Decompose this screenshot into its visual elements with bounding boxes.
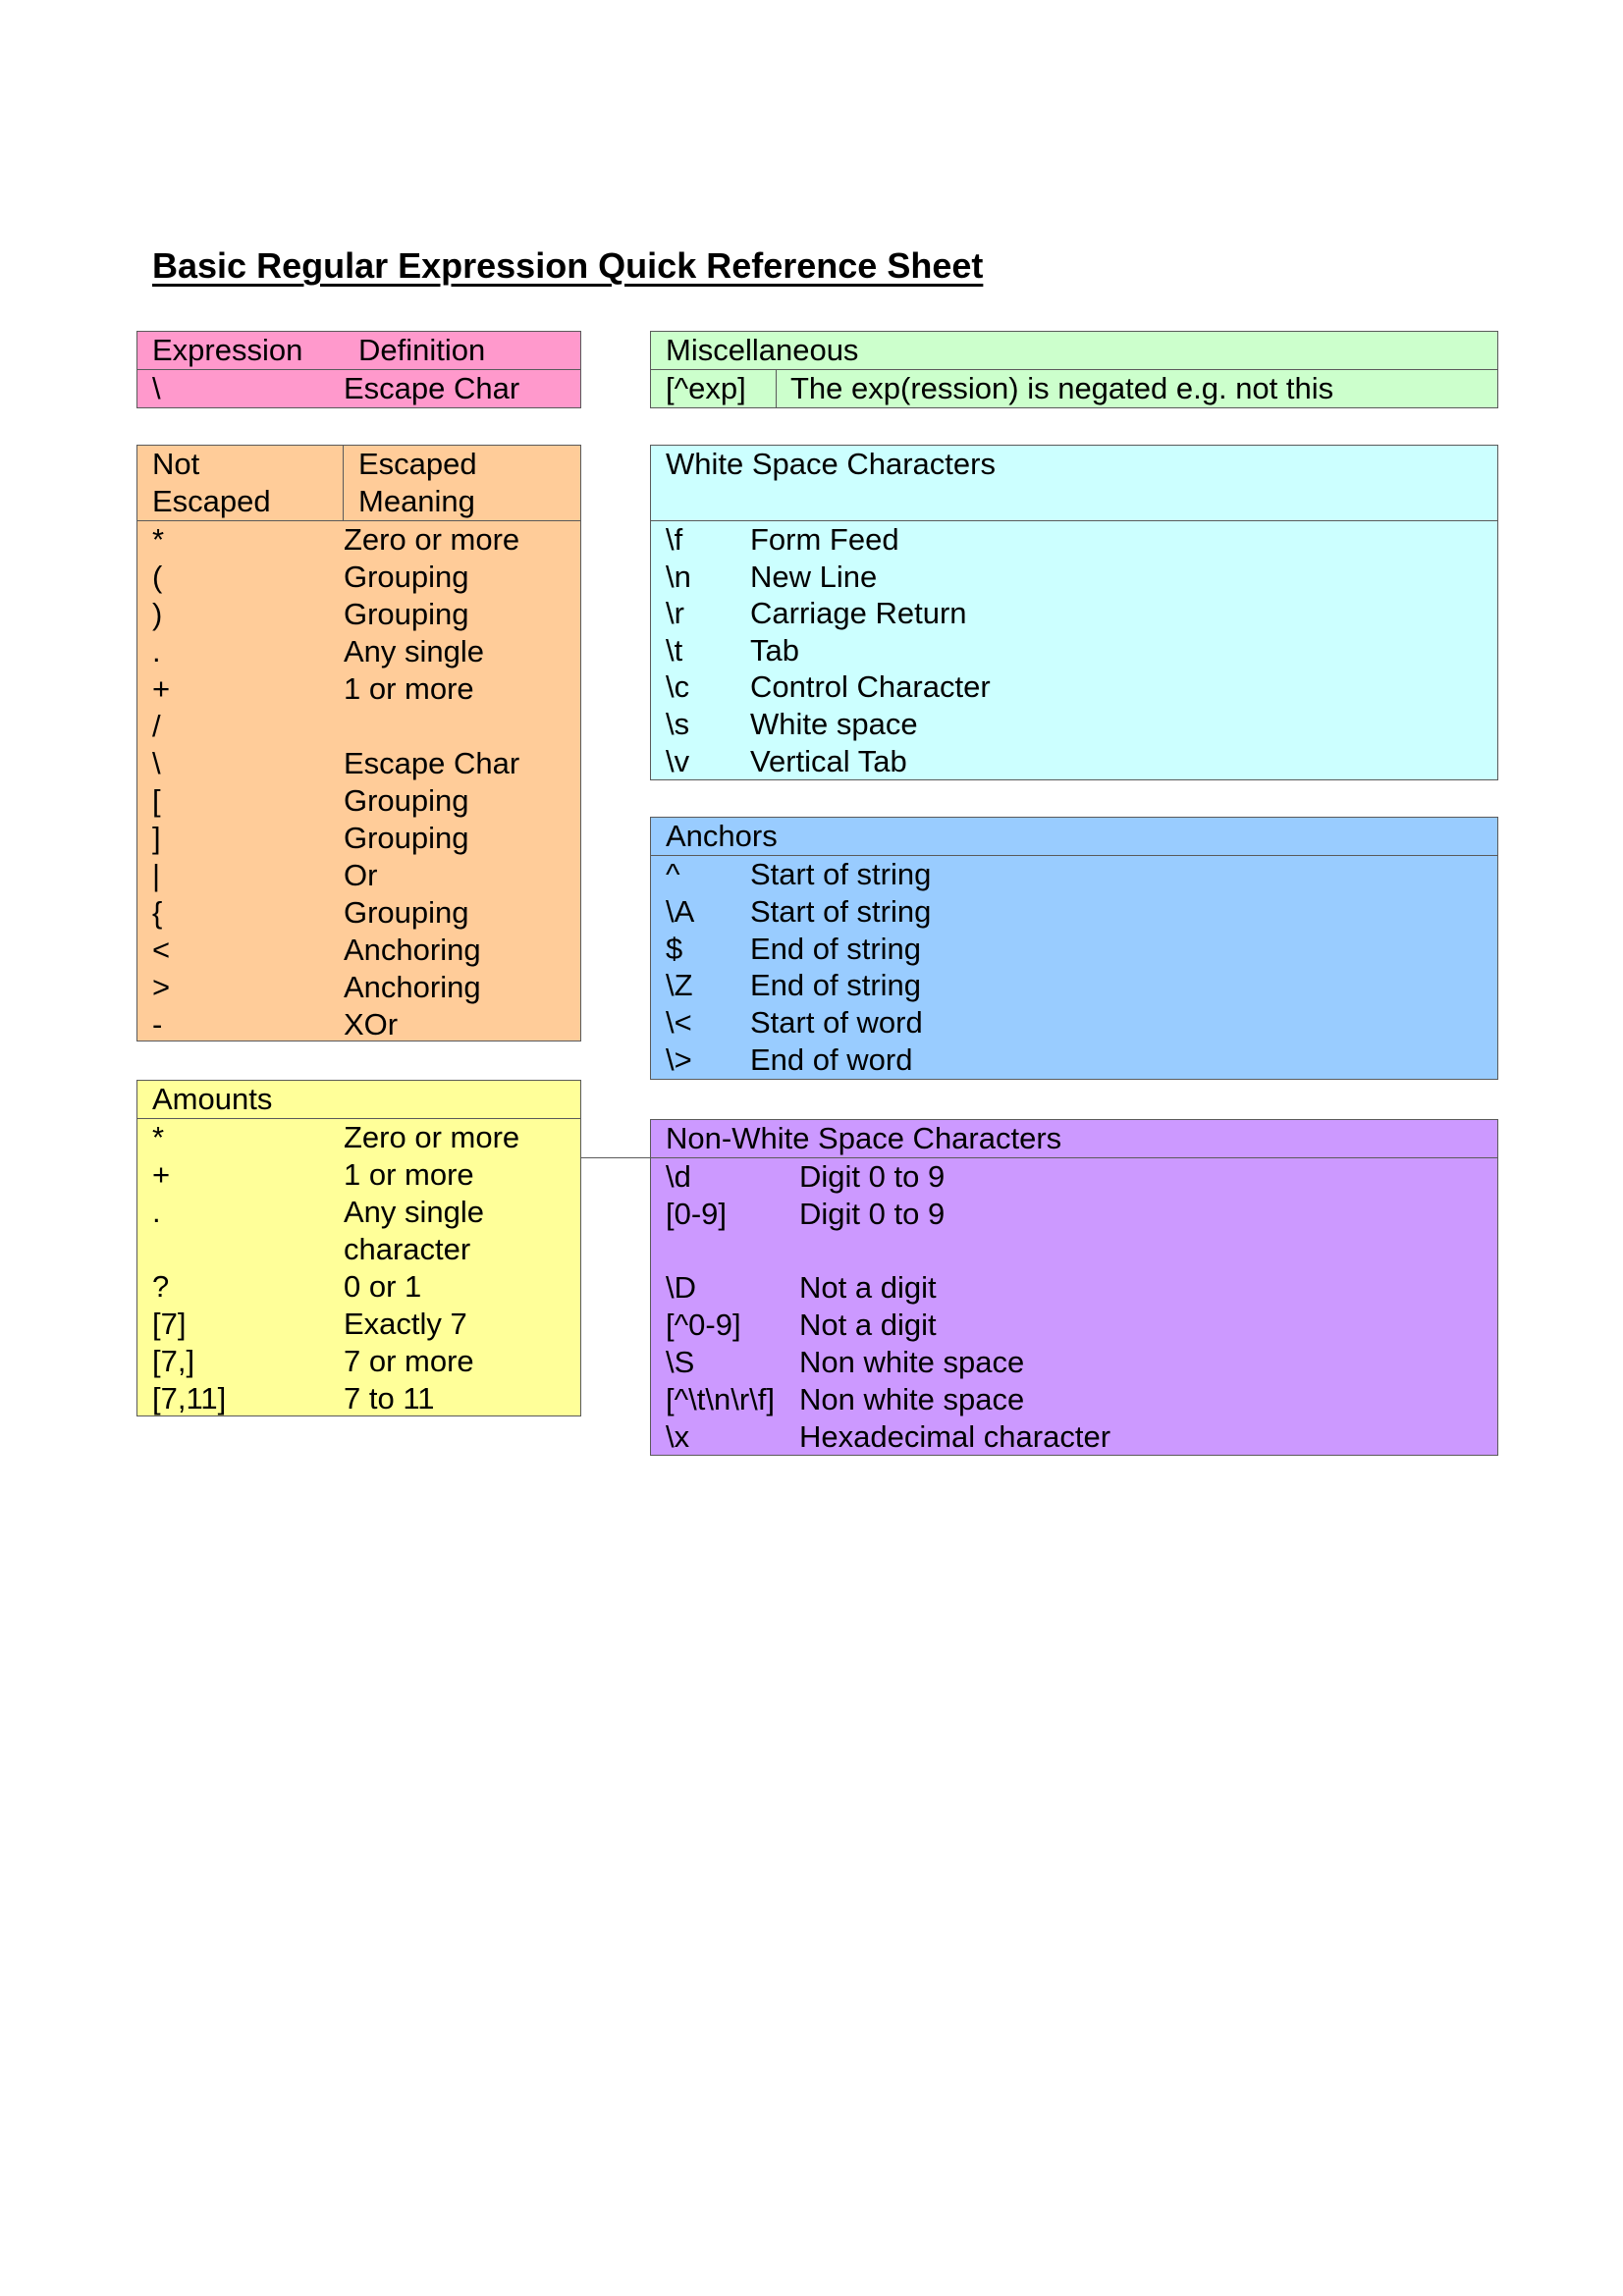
escaped-meaning-header-line1: Escaped xyxy=(358,447,477,481)
not-escaped-header-line2: Escaped xyxy=(152,484,271,518)
not-escaped-table xyxy=(136,445,581,1041)
table-row xyxy=(137,1119,580,1156)
table-row xyxy=(651,743,1497,780)
table-row xyxy=(651,1269,1497,1307)
expression-cell: \S xyxy=(666,1344,695,1379)
expression-cell: \Z xyxy=(666,968,693,1003)
definition-cell: Not a digit xyxy=(799,1308,937,1343)
table-row xyxy=(137,559,580,596)
expression-cell: \> xyxy=(666,1041,692,1077)
table-row xyxy=(651,893,1497,931)
table-row xyxy=(651,856,1497,893)
table-row xyxy=(651,1418,1497,1456)
expression-cell: [^\t\n\r\f] xyxy=(666,1381,776,1416)
table-row xyxy=(651,1196,1497,1233)
expression-cell: \< xyxy=(666,1005,692,1041)
expression-cell: [ xyxy=(152,783,161,818)
table-row xyxy=(137,782,580,820)
connector-line xyxy=(580,1157,652,1158)
not-escaped-column-header xyxy=(137,446,344,520)
expression-cell: ? xyxy=(152,1269,170,1304)
definition-cell: Form Feed xyxy=(750,522,899,557)
table-row xyxy=(137,633,580,670)
amounts-rows xyxy=(137,1119,580,1417)
table-row xyxy=(137,1156,580,1194)
definition-cell: Zero or more xyxy=(344,522,520,557)
expression-cell: . xyxy=(152,1195,161,1229)
expression-cell xyxy=(651,1233,799,1270)
table-row xyxy=(137,894,580,932)
table-row xyxy=(137,596,580,633)
definition-cell: Tab xyxy=(750,632,799,667)
expression-cell: > xyxy=(152,970,171,1004)
amounts-header: Amounts xyxy=(137,1081,580,1119)
expression-cell: / xyxy=(152,709,161,743)
expression-cell: \A xyxy=(666,893,695,929)
table-row xyxy=(137,1006,580,1043)
table-row xyxy=(651,706,1497,743)
definition-cell: End of string xyxy=(750,968,922,1003)
table-row xyxy=(651,1344,1497,1381)
expression-cell: < xyxy=(152,933,171,967)
expression-cell: { xyxy=(152,895,163,930)
definition-cell: New Line xyxy=(750,559,878,594)
expression-cell: ( xyxy=(152,560,163,594)
definition-cell: End of word xyxy=(750,1041,913,1077)
amounts-table xyxy=(136,1080,581,1416)
table-row xyxy=(137,521,580,559)
non-white-space-rows xyxy=(651,1158,1497,1455)
table-row xyxy=(137,857,580,894)
table-row xyxy=(651,370,1497,407)
expression-cell: ] xyxy=(152,821,161,855)
escape-table-header xyxy=(137,332,580,370)
table-row xyxy=(651,1158,1497,1196)
definition-cell: 7 or more xyxy=(344,1344,474,1378)
expression-cell: . xyxy=(152,634,161,668)
not-escaped-header-line1: Not xyxy=(152,447,200,481)
table-row xyxy=(651,521,1497,559)
definition-cell: 0 or 1 xyxy=(344,1269,422,1304)
definition-cell: Start of string xyxy=(750,893,932,929)
page-title: Basic Regular Expression Quick Reference Sheet xyxy=(152,245,984,286)
definition-cell: Non white space xyxy=(799,1344,1025,1379)
definition-cell: Digit 0 to 9 xyxy=(799,1196,946,1231)
expression-cell xyxy=(137,1231,344,1268)
table-row xyxy=(137,1231,580,1268)
definition-cell: character xyxy=(344,1232,471,1266)
definition-cell: The exp(ression) is negated e.g. not this xyxy=(790,371,1334,405)
table-row xyxy=(651,595,1497,632)
expression-cell: [7,] xyxy=(152,1344,195,1378)
expression-cell: ) xyxy=(152,597,163,631)
definition-cell: Start of string xyxy=(750,857,932,891)
table-row xyxy=(651,1041,1497,1079)
expression-column-header: Expression xyxy=(152,333,303,367)
expression-cell: \c xyxy=(666,669,690,705)
escaped-meaning-header-line2: Meaning xyxy=(358,484,475,518)
expression-cell: + xyxy=(152,671,171,706)
table-row xyxy=(137,1194,580,1231)
table-row xyxy=(651,668,1497,706)
anchors-rows xyxy=(651,856,1497,1079)
definition-cell: 7 to 11 xyxy=(344,1381,435,1415)
definition-cell: Grouping xyxy=(344,783,469,818)
escaped-meaning-column-header xyxy=(344,446,477,520)
expression-cell: + xyxy=(152,1157,171,1192)
definition-cell: Non white space xyxy=(799,1381,1025,1416)
table-row xyxy=(137,670,580,708)
table-row xyxy=(651,931,1497,968)
expression-cell: [^exp] xyxy=(651,370,777,407)
definition-cell: Grouping xyxy=(344,560,469,594)
table-row xyxy=(651,967,1497,1004)
not-escaped-table-header xyxy=(137,446,580,521)
definition-cell: Any single xyxy=(344,634,485,668)
white-space-table xyxy=(650,445,1498,780)
definition-cell: Vertical Tab xyxy=(750,743,907,778)
definition-cell: Or xyxy=(344,858,378,892)
expression-cell: [7,11] xyxy=(152,1381,227,1415)
non-white-space-header: Non-White Space Characters xyxy=(651,1120,1497,1158)
definition-cell: Control Character xyxy=(750,669,991,705)
definition-cell: Grouping xyxy=(344,597,469,631)
table-row xyxy=(137,820,580,857)
table-row xyxy=(137,1343,580,1380)
definition-cell xyxy=(799,1233,1497,1270)
definition-cell: 1 or more xyxy=(344,1157,474,1192)
definition-cell: Escape Char xyxy=(344,746,520,780)
definition-column-header: Definition xyxy=(358,333,486,367)
expression-cell: \ xyxy=(152,371,161,405)
expression-cell: * xyxy=(152,522,165,557)
white-space-header: White Space Characters xyxy=(651,446,1497,521)
table-row xyxy=(137,708,580,745)
definition-cell: Anchoring xyxy=(344,933,481,967)
table-row xyxy=(137,745,580,782)
definition-cell: XOr xyxy=(344,1007,399,1041)
definition-cell: Zero or more xyxy=(344,1120,520,1154)
expression-cell: \r xyxy=(666,596,684,631)
definition-cell: Start of word xyxy=(750,1005,923,1041)
table-row xyxy=(137,370,580,407)
anchors-table xyxy=(650,817,1498,1080)
table-row xyxy=(651,1233,1497,1270)
table-row xyxy=(651,632,1497,669)
expression-cell: [^0-9] xyxy=(666,1308,741,1343)
table-row xyxy=(137,932,580,969)
expression-cell: \s xyxy=(666,706,690,741)
expression-cell: \D xyxy=(666,1270,696,1306)
definition-cell: White space xyxy=(750,706,918,741)
definition-cell: Anchoring xyxy=(344,970,481,1004)
expression-cell: \ xyxy=(152,746,161,780)
table-row xyxy=(137,1306,580,1343)
definition-cell: 1 or more xyxy=(344,671,474,706)
table-row xyxy=(651,1381,1497,1418)
non-white-space-table xyxy=(650,1119,1498,1456)
definition-cell xyxy=(344,708,580,745)
expression-cell: [7] xyxy=(152,1307,187,1341)
expression-cell: \n xyxy=(666,559,691,594)
table-row xyxy=(651,1307,1497,1344)
anchors-header: Anchors xyxy=(651,818,1497,856)
table-row xyxy=(137,1268,580,1306)
miscellaneous-header: Miscellaneous xyxy=(651,332,1497,370)
table-row xyxy=(651,1004,1497,1041)
miscellaneous-table xyxy=(650,331,1498,408)
definition-cell: Grouping xyxy=(344,895,469,930)
definition-cell: End of string xyxy=(750,931,922,966)
table-row xyxy=(137,1380,580,1417)
table-row xyxy=(137,969,580,1006)
expression-cell: | xyxy=(152,858,161,892)
definition-cell: Carriage Return xyxy=(750,596,967,631)
white-space-rows xyxy=(651,521,1497,779)
definition-cell: Grouping xyxy=(344,821,469,855)
not-escaped-rows xyxy=(137,521,580,1043)
expression-cell: $ xyxy=(666,931,683,966)
expression-cell: \x xyxy=(666,1418,690,1454)
expression-cell: \d xyxy=(666,1159,691,1194)
definition-cell: Hexadecimal character xyxy=(799,1418,1111,1454)
expression-cell: - xyxy=(152,1007,163,1041)
expression-cell: * xyxy=(152,1120,165,1154)
expression-cell: [0-9] xyxy=(666,1196,728,1231)
expression-cell: ^ xyxy=(666,857,680,891)
definition-cell: Escape Char xyxy=(344,371,520,405)
expression-cell: \f xyxy=(666,522,683,557)
definition-cell: Not a digit xyxy=(799,1270,937,1306)
definition-cell: Any single xyxy=(344,1195,485,1229)
definition-cell: Exactly 7 xyxy=(344,1307,467,1341)
expression-cell: \v xyxy=(666,743,690,778)
escape-table xyxy=(136,331,581,408)
expression-cell: \t xyxy=(666,632,683,667)
table-row xyxy=(651,559,1497,596)
definition-cell: Digit 0 to 9 xyxy=(799,1159,946,1194)
